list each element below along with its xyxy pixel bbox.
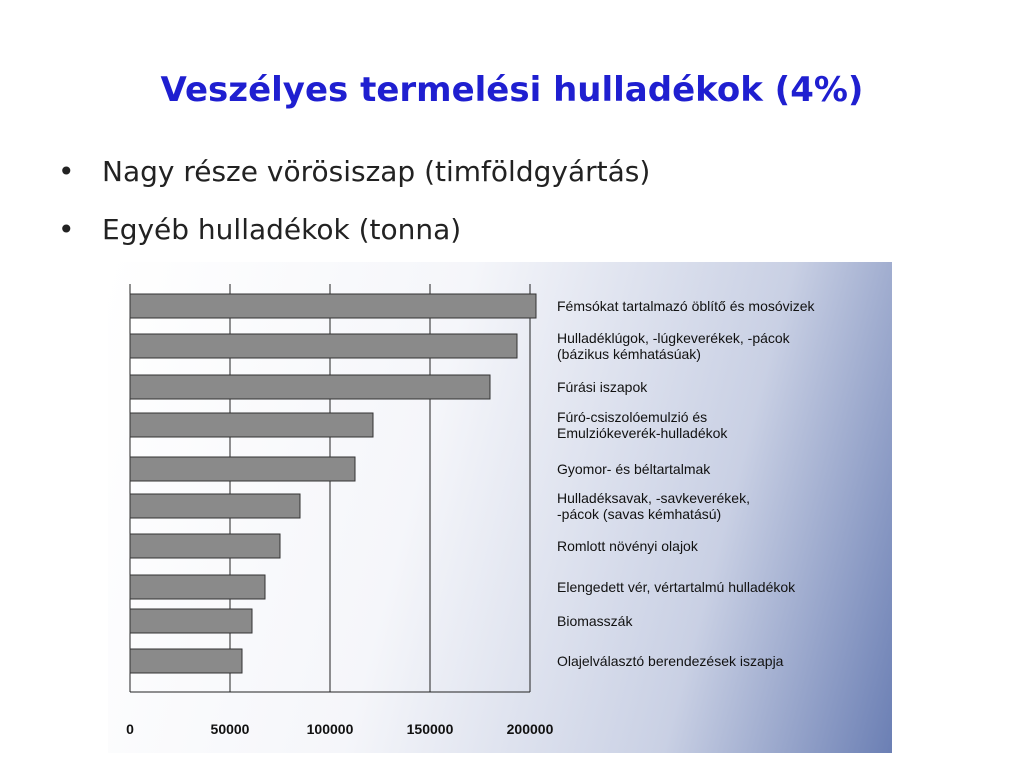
slide-title: Veszélyes termelési hulladékok (4%) <box>160 70 864 110</box>
category-label: Hulladéksavak, -savkeverékek, -pácok (savas kémhatású) <box>557 490 750 522</box>
bullet-item <box>58 150 650 208</box>
category-label: Fúrási iszapok <box>557 379 648 395</box>
bar <box>130 534 280 558</box>
category-label: Romlott növényi olajok <box>557 538 698 554</box>
bar <box>130 575 265 599</box>
bar <box>130 413 373 437</box>
x-tick-label: 50000 <box>210 721 250 737</box>
bullet-text: Egyéb hulladékok (tonna) <box>102 213 462 246</box>
category-label: Olajelválasztó berendezések iszapja <box>557 653 784 669</box>
bullet-text: Nagy része vörösiszap (timföldgyártás) <box>102 155 651 188</box>
bar <box>130 375 490 399</box>
x-tick-label: 0 <box>126 721 134 737</box>
category-label: Fúró-csiszolóemulzió és Emulziókeverék-hulladékok <box>557 409 728 441</box>
bar <box>130 294 536 318</box>
bar <box>130 457 355 481</box>
bar <box>130 649 242 673</box>
x-tick-label: 200000 <box>506 721 554 737</box>
bar <box>130 494 300 518</box>
bar <box>130 609 252 633</box>
x-tick-label: 100000 <box>306 721 354 737</box>
bullet-dot: • <box>58 155 75 188</box>
category-label: Hulladéklúgok, -lúgkeverékek, -pácok (bázikus kémhatásúak) <box>557 330 790 362</box>
category-label: Fémsókat tartalmazó öblítő és mosóvizek <box>557 298 815 314</box>
category-label: Elengedett vér, vértartalmú hulladékok <box>557 579 796 595</box>
bar-chart <box>108 262 892 753</box>
bullet-list <box>58 150 650 266</box>
bar <box>130 334 517 358</box>
category-label: Gyomor- és béltartalmak <box>557 461 711 477</box>
chart-panel <box>108 262 892 753</box>
bullet-dot: • <box>58 213 75 246</box>
category-label: Biomasszák <box>557 613 633 629</box>
bullet-item <box>58 208 650 266</box>
x-tick-label: 150000 <box>406 721 454 737</box>
